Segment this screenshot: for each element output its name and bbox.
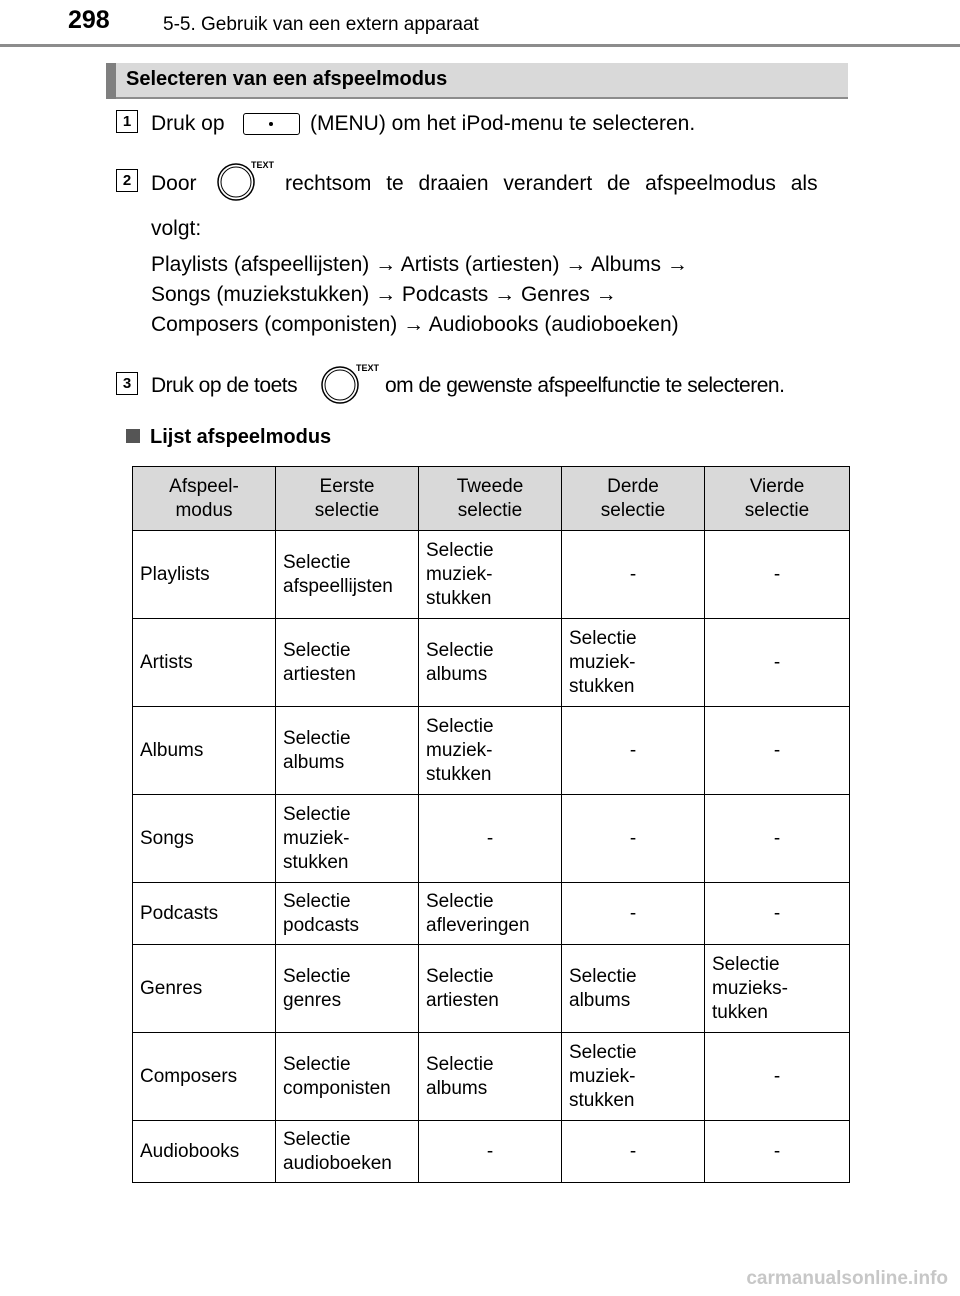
mode-name-cell: Genres: [133, 945, 276, 1033]
selection-cell: Selectie albums: [276, 707, 419, 795]
step-2-number: 2: [116, 169, 138, 192]
square-bullet-icon: [126, 429, 140, 443]
page-number: 298: [68, 6, 110, 34]
text-knob-icon: [320, 360, 382, 406]
selection-cell: -: [562, 531, 705, 619]
chapter-title: 5-5. Gebruik van een extern apparaat: [163, 14, 479, 35]
table-row: [133, 1033, 850, 1121]
selection-cell: Selectie podcasts: [276, 883, 419, 945]
header-divider: [0, 44, 960, 47]
selection-cell: -: [562, 883, 705, 945]
mode-name-cell: Songs: [133, 795, 276, 883]
table-header-row: [133, 467, 850, 531]
selection-cell: Selectie muziek- stukken: [562, 1033, 705, 1121]
selection-cell: -: [705, 883, 850, 945]
selection-cell: -: [705, 531, 850, 619]
table-row: [133, 619, 850, 707]
mode-name-cell: Audiobooks: [133, 1121, 276, 1183]
selection-cell: Selectie audioboeken: [276, 1121, 419, 1183]
text-knob-icon: [213, 157, 275, 203]
step-1-text-pre: Druk op: [151, 112, 225, 135]
selection-cell: -: [562, 1121, 705, 1183]
table-header-cell: Tweede selectie: [419, 467, 562, 531]
selection-cell: -: [705, 707, 850, 795]
selection-cell: Selectie albums: [419, 619, 562, 707]
table-row: [133, 707, 850, 795]
footer-watermark: carmanualsonline.info: [746, 1268, 948, 1289]
selection-cell: Selectie muziek- stukken: [562, 619, 705, 707]
selection-cell: -: [419, 1121, 562, 1183]
table-row: [133, 1121, 850, 1183]
step-2-line2: volgt:: [151, 217, 202, 240]
table-row: [133, 531, 850, 619]
step-3-number: 3: [116, 372, 138, 395]
table-header-cell: Afspeel- modus: [133, 467, 276, 531]
table-row: [133, 795, 850, 883]
table-row: [133, 883, 850, 945]
menu-button-icon: [243, 113, 300, 135]
selection-cell: Selectie albums: [419, 1033, 562, 1121]
selection-cell: Selectie muziek- stukken: [419, 707, 562, 795]
step-2-text-post: rechtsom te draaien verandert de afspeelmodus als: [285, 172, 818, 195]
step-2-text-pre: Door: [151, 172, 197, 195]
mode-name-cell: Albums: [133, 707, 276, 795]
mode-name-cell: Playlists: [133, 531, 276, 619]
knob-label: TEXT: [251, 160, 275, 170]
sequence-line-1: Playlists (afspeellijsten) → Artists (artiesten) → Albums →: [151, 253, 688, 276]
selection-cell: Selectie muziek- stukken: [419, 531, 562, 619]
selection-cell: -: [705, 1033, 850, 1121]
playback-mode-table: [132, 466, 850, 1183]
selection-cell: -: [562, 707, 705, 795]
selection-cell: -: [705, 795, 850, 883]
sequence-line-3: Composers (componisten) → Audiobooks (audioboeken): [151, 313, 679, 336]
selection-cell: -: [705, 1121, 850, 1183]
table-header-cell: Vierde selectie: [705, 467, 850, 531]
selection-cell: Selectie componisten: [276, 1033, 419, 1121]
section-title: Selecteren van een afspeelmodus: [126, 68, 448, 90]
selection-cell: Selectie albums: [562, 945, 705, 1033]
section-title-bar: [106, 63, 116, 99]
table-header-cell: Eerste selectie: [276, 467, 419, 531]
table-row: [133, 945, 850, 1033]
step-1-number: 1: [116, 110, 138, 133]
selection-cell: Selectie artiesten: [419, 945, 562, 1033]
selection-cell: Selectie muziek- stukken: [276, 795, 419, 883]
step-3-text-pre: Druk op de toets: [151, 374, 298, 397]
selection-cell: -: [705, 619, 850, 707]
selection-cell: Selectie afspeellijsten: [276, 531, 419, 619]
selection-cell: Selectie afleveringen: [419, 883, 562, 945]
step-3-text-post: om de gewenste afspeelfunctie te selecteren.: [385, 374, 785, 397]
knob-label: TEXT: [356, 363, 380, 373]
subheading-text: Lijst afspeelmodus: [150, 426, 332, 448]
selection-cell: Selectie artiesten: [276, 619, 419, 707]
selection-cell: Selectie muzieks- tukken: [705, 945, 850, 1033]
mode-name-cell: Podcasts: [133, 883, 276, 945]
selection-cell: -: [419, 795, 562, 883]
table-header-cell: Derde selectie: [562, 467, 705, 531]
section-title-box: [106, 63, 848, 99]
sequence-line-2: Songs (muziekstukken) → Podcasts → Genres →: [151, 283, 617, 306]
subheading: [126, 426, 331, 449]
selection-cell: -: [562, 795, 705, 883]
step-1-text-post: (MENU) om het iPod-menu te selecteren.: [310, 112, 696, 135]
selection-cell: Selectie genres: [276, 945, 419, 1033]
mode-name-cell: Artists: [133, 619, 276, 707]
mode-name-cell: Composers: [133, 1033, 276, 1121]
